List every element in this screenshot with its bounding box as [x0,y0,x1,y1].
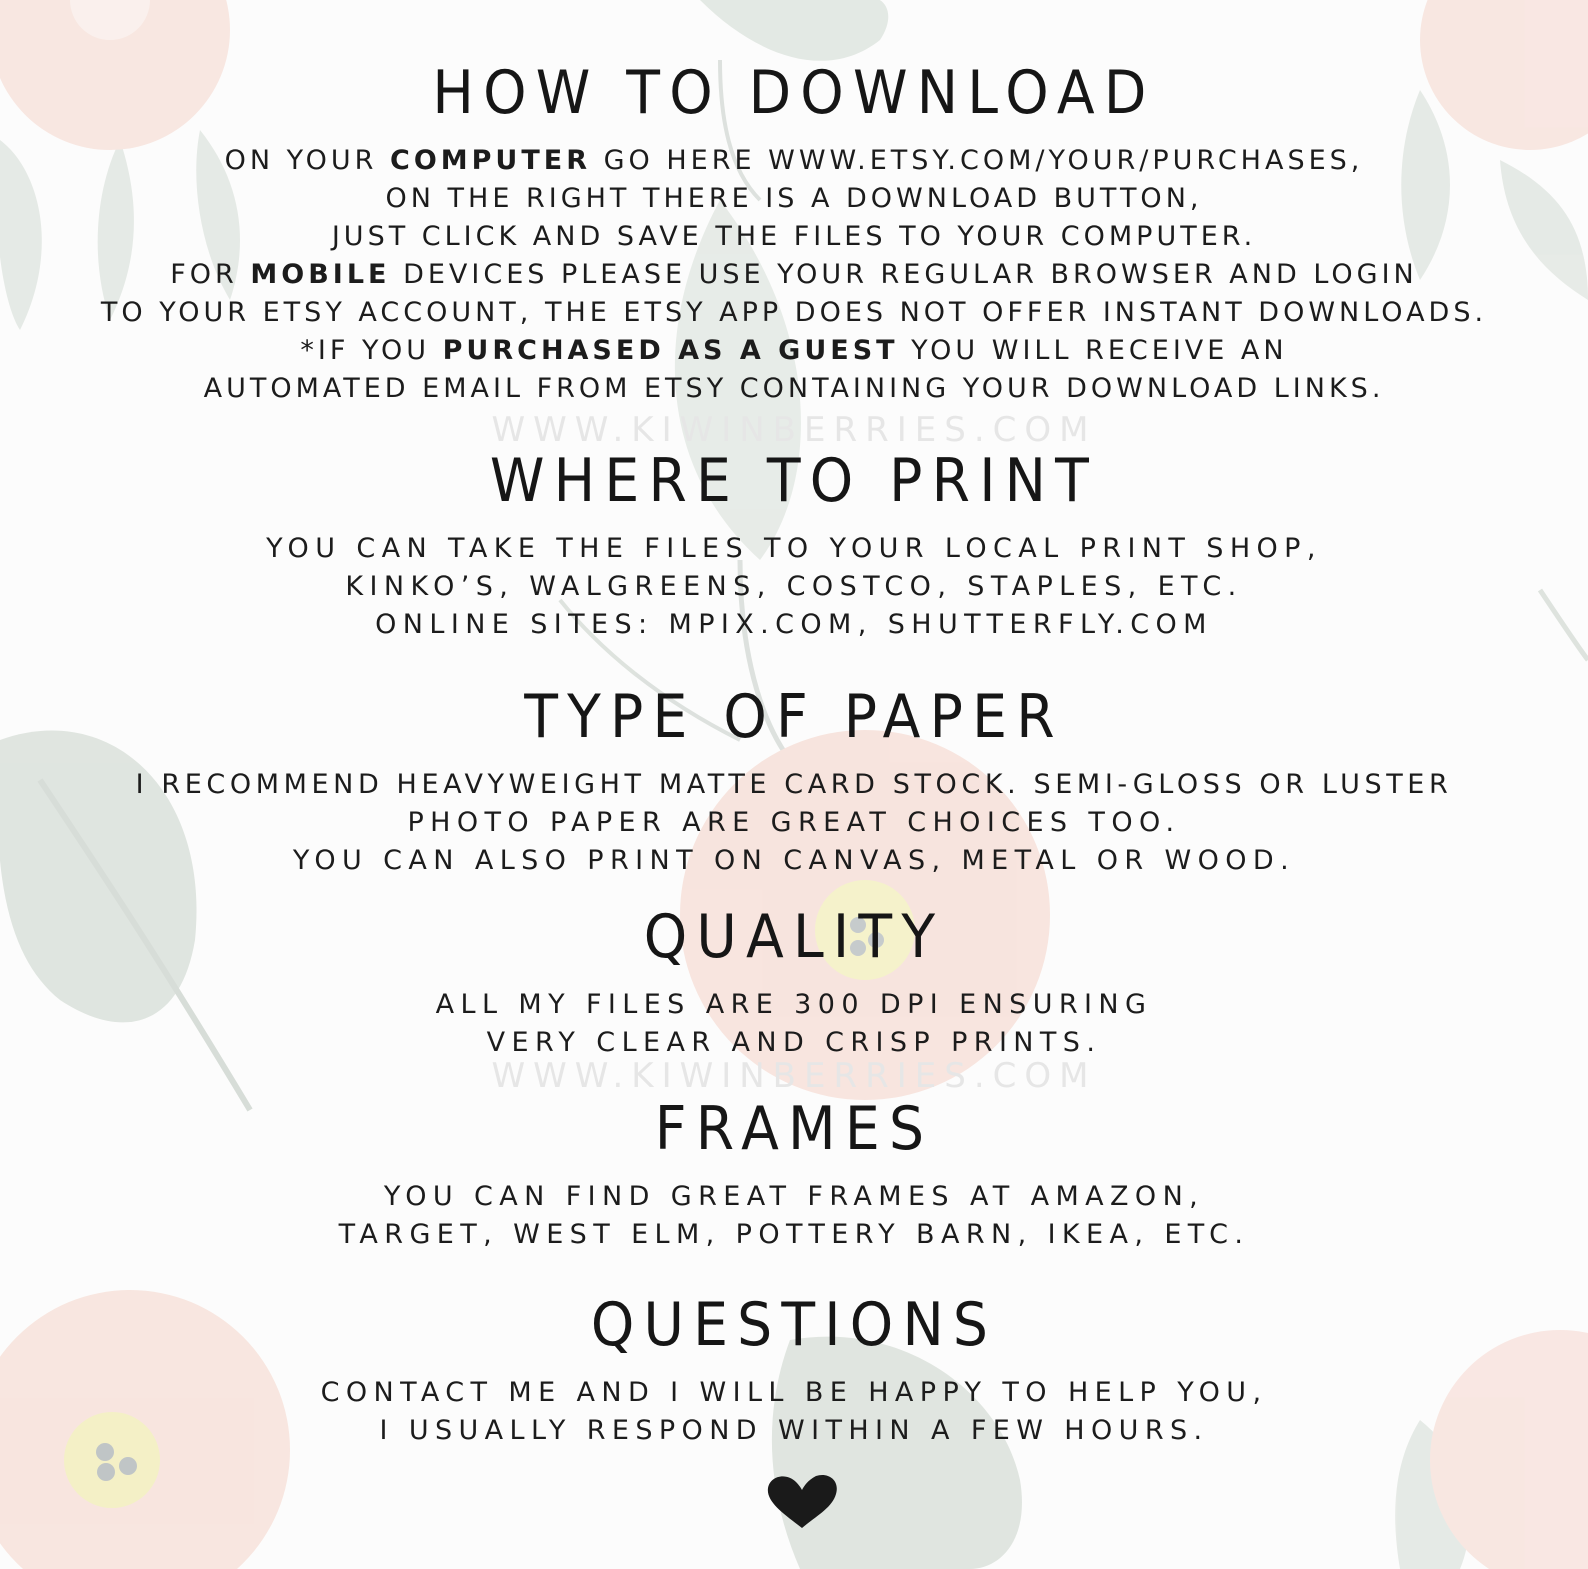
download-line-1-end: GO HERE WWW.ETSY.COM/YOUR/PURCHASES, [591,145,1364,176]
frames-line-2: TARGET, WEST ELM, POTTERY BARN, IKEA, ETC. [338,1219,1250,1250]
download-line-1-bold: COMPUTER [390,145,592,176]
quality-line-2: VERY CLEAR AND CRISP PRINTS. [486,1027,1102,1058]
paper-line-2: PHOTO PAPER ARE GREAT CHOICES TOO. [407,807,1181,838]
download-line-1 [0,142,1588,180]
questions-heading: QUESTIONS [590,1290,998,1360]
print-line-3: ONLINE SITES: MPIX.COM, SHUTTERFLY.COM [375,609,1213,640]
download-line-3: JUST CLICK AND SAVE THE FILES TO YOUR COMPUTER. [331,221,1257,252]
heart-icon [764,1472,840,1530]
download-line-4-bold: MOBILE [250,259,391,290]
questions-text [0,1374,1588,1450]
section-quality [0,902,1588,1062]
watermark-middle: WWW.KIWINBERRIES.COM [491,1056,1097,1096]
frames-line-1: YOU CAN FIND GREAT FRAMES AT AMAZON, [383,1181,1205,1212]
download-line-6-bold: PURCHASED AS A GUEST [442,335,899,366]
print-line-1: YOU CAN TAKE THE FILES TO YOUR LOCAL PRINT SHOP, [266,533,1322,564]
paper-line-1: I RECOMMEND HEAVYWEIGHT MATTE CARD STOCK. SEMI-GLOSS OR LUSTER [135,769,1453,800]
questions-line-2: I USUALLY RESPOND WITHIN A FEW HOURS. [379,1415,1209,1446]
questions-line-1: CONTACT ME AND I WILL BE HAPPY TO HELP YOU, [320,1377,1268,1408]
section-questions [0,1290,1588,1450]
download-line-6-end: YOU WILL RECEIVE AN [898,335,1288,366]
download-line-4-start: FOR [170,259,251,290]
download-line-5: TO YOUR ETSY ACCOUNT, THE ETSY APP DOES NOT OFFER INSTANT DOWNLOADS. [100,297,1488,328]
download-heading: HOW TO DOWNLOAD [432,58,1156,128]
paper-line-3: YOU CAN ALSO PRINT ON CANVAS, METAL OR WOOD. [292,845,1296,876]
frames-heading: FRAMES [654,1094,934,1164]
download-line-4 [0,256,1588,294]
quality-line-1: ALL MY FILES ARE 300 DPI ENSURING [435,989,1153,1020]
paper-text [0,766,1588,880]
quality-text [0,986,1588,1062]
section-paper [0,682,1588,880]
section-frames [0,1094,1588,1254]
download-line-4-end: DEVICES PLEASE USE YOUR REGULAR BROWSER AND LOGIN [390,259,1418,290]
download-line-6 [0,332,1588,370]
watermark-top: WWW.KIWINBERRIES.COM [491,410,1097,450]
quality-heading: QUALITY [643,902,945,972]
download-line-2: ON THE RIGHT THERE IS A DOWNLOAD BUTTON, [385,183,1203,214]
section-print [0,446,1588,644]
download-line-6-start: *IF YOU [300,335,443,366]
download-line-1-start: ON YOUR [224,145,390,176]
print-line-2: KINKO’S, WALGREENS, COSTCO, STAPLES, ETC. [345,571,1243,602]
download-text [0,142,1588,408]
print-heading: WHERE TO PRINT [489,446,1099,516]
frames-text [0,1178,1588,1254]
download-line-7: AUTOMATED EMAIL FROM ETSY CONTAINING YOUR DOWNLOAD LINKS. [203,373,1385,404]
paper-heading: TYPE OF PAPER [524,682,1064,752]
section-download [0,58,1588,408]
print-text [0,530,1588,644]
